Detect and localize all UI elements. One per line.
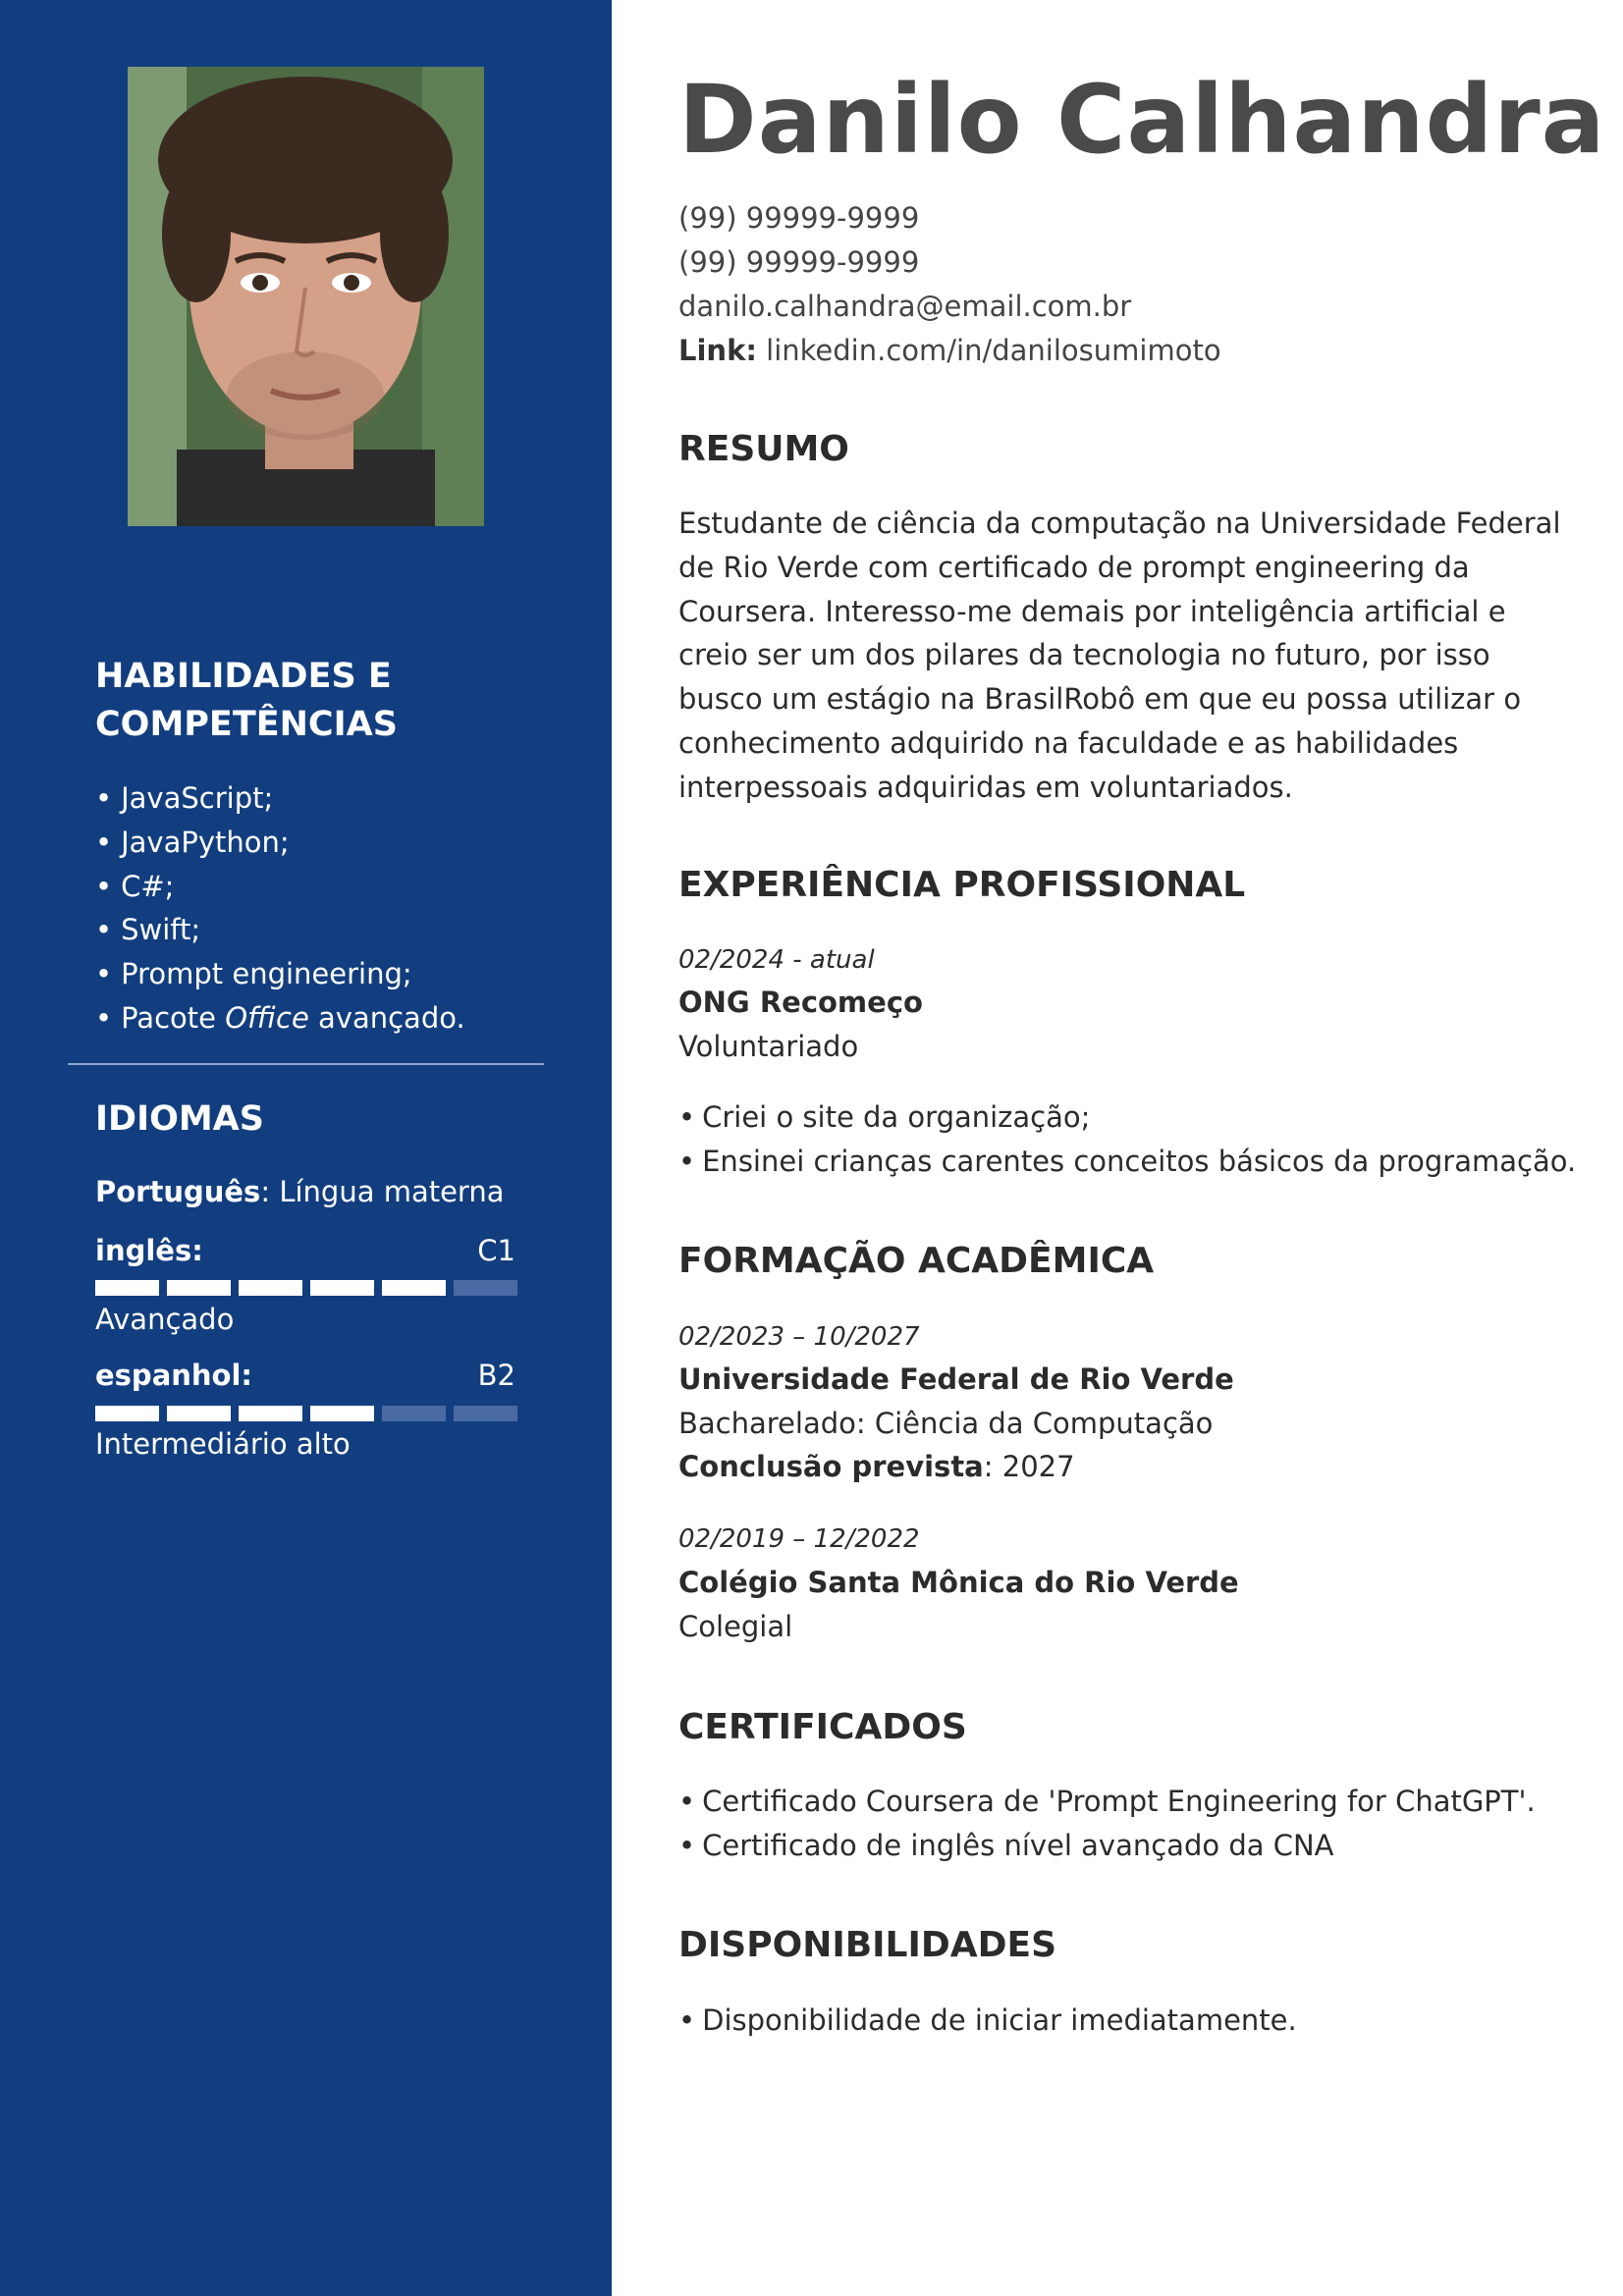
language-level-bars (95, 1280, 517, 1296)
native-language-value: : Língua materna (260, 1175, 505, 1208)
education-conclusion (678, 1445, 1075, 1489)
experience-org: ONG Recomeço (678, 986, 923, 1019)
level-bar-empty (382, 1406, 446, 1421)
phone-primary: (99) 99999-9999 (678, 201, 920, 235)
language-level: Avançado (95, 1303, 235, 1336)
availability-item: • Disponibilidade de iniciar imediatamente. (678, 1999, 1297, 2043)
level-bar-filled (167, 1280, 231, 1296)
native-language-label: Português (95, 1175, 261, 1208)
experience-bullet: • Criei o site da organização; (678, 1095, 1576, 1140)
summary-text: Estudante de ciência da computação na Universidade Federal de Rio Verde com certificado de prompt engineering da Coursera. Interesso-me demais por inteligência artificial e creio ser um dos pilares da tecnologia no futuro, por isso busco um estágio na BrasilRobô em que eu possa utilizar o conhecimento adquirido na faculdade e as habilidades interpessoais adquiridas em voluntariados. (678, 507, 1561, 804)
sidebar (0, 0, 612, 2296)
level-bar-filled (95, 1280, 159, 1296)
education-course: Bacharelado: Ciência da Computação (678, 1407, 1214, 1440)
experience-role: Voluntariado (678, 1030, 859, 1063)
summary-title: RESUMO (678, 429, 849, 469)
profile-photo (128, 67, 484, 526)
sidebar-divider (68, 1063, 544, 1065)
language-code: C1 (477, 1234, 515, 1267)
native-language (95, 1172, 505, 1211)
phone-secondary: (99) 99999-9999 (678, 245, 920, 279)
language-level-bars (95, 1406, 517, 1421)
language-code: B2 (477, 1359, 515, 1392)
experience-date: 02/2024 - atual (678, 945, 875, 975)
language-label: espanhol: (95, 1359, 253, 1392)
certificate-item: • Certificado Coursera de 'Prompt Engineering for ChatGPT'. (678, 1780, 1536, 1824)
skill-prefix: Pacote (121, 1000, 226, 1035)
candidate-name: Danilo Calhandra (678, 65, 1606, 175)
skill-item: • Swift; (95, 908, 465, 952)
languages-title: IDIOMAS (95, 1099, 264, 1139)
experience-bullets (678, 1095, 1576, 1184)
skill-item (95, 996, 465, 1041)
skill-emphasis: Office (225, 1000, 309, 1035)
language-row-spanish (95, 1356, 515, 1395)
education-date: 02/2023 – 10/2027 (678, 1322, 920, 1352)
level-bar-filled (167, 1406, 231, 1421)
skill-item: • C#; (95, 865, 465, 909)
education-title: FORMAÇÃO ACADÊMICA (678, 1241, 1155, 1281)
level-bar-filled (310, 1280, 374, 1296)
availability-title: DISPONIBILIDADES (678, 1925, 1057, 1965)
certificates-list (678, 1780, 1536, 1868)
level-bar-filled (310, 1406, 374, 1421)
level-bar-filled (95, 1406, 159, 1421)
level-bar-filled (239, 1280, 302, 1296)
level-bar-filled (239, 1406, 302, 1421)
linkedin-link[interactable]: linkedin.com/in/danilosumimoto (766, 334, 1221, 367)
conclusion-value: : 2027 (983, 1450, 1075, 1483)
email-link[interactable]: danilo.calhandra@email.com.br (678, 290, 1132, 323)
experience-bullet: • Ensinei crianças carentes conceitos básicos da programação. (678, 1140, 1576, 1184)
education-date: 02/2019 – 12/2022 (678, 1524, 920, 1554)
conclusion-label: Conclusão prevista (678, 1450, 984, 1483)
language-row-english (95, 1231, 515, 1270)
education-course: Colegial (678, 1610, 793, 1643)
level-bar-empty (454, 1406, 517, 1421)
education-school: Universidade Federal de Rio Verde (678, 1362, 1234, 1396)
skill-item: • JavaScript; (95, 776, 465, 821)
experience-title: EXPERIÊNCIA PROFISSIONAL (678, 865, 1246, 905)
skill-item: • JavaPython; (95, 821, 465, 865)
language-label: inglês: (95, 1234, 203, 1267)
level-bar-empty (454, 1280, 517, 1296)
language-level: Intermediário alto (95, 1427, 351, 1461)
skill-item: • Prompt engineering; (95, 952, 465, 996)
skill-suffix: avançado. (308, 1000, 465, 1035)
level-bar-filled (382, 1280, 446, 1296)
linkedin-row (678, 329, 1221, 373)
skills-title: HABILIDADES E COMPETÊNCIAS (95, 657, 398, 744)
link-label: Link: (678, 334, 757, 367)
education-school: Colégio Santa Mônica do Rio Verde (678, 1566, 1239, 1599)
availability-list (678, 1999, 1297, 2043)
contact-info (678, 196, 1221, 373)
certificates-title: CERTIFICADOS (678, 1707, 967, 1747)
certificate-item: • Certificado de inglês nível avançado da CNA (678, 1824, 1536, 1868)
skills-list (95, 776, 465, 1041)
